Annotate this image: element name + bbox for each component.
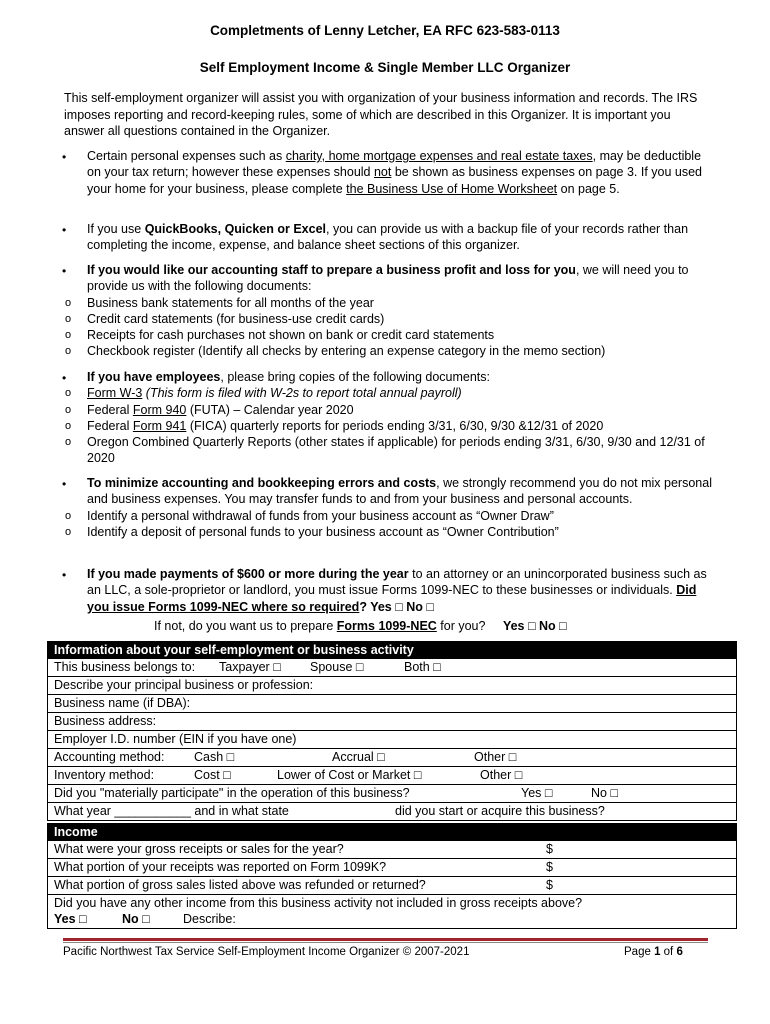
underlined-text: Forms 1099-NEC: [336, 619, 437, 633]
sub-item: [43, 402, 717, 418]
text: to an attorney or an unincorporated business such as an LLC, a sole-proprietor or landlord, you must issue Forms 1099-NEC to these businesses or individuals.: [87, 567, 707, 598]
yes-checkbox[interactable]: Yes □: [54, 912, 87, 926]
bold-text: QuickBooks, Quicken or Excel: [144, 222, 327, 236]
intro-paragraph: This self-employment organizer will assist you with organization of your business information and records. The IRS imposes reporting and record-keeping rules, some of which are described in this Organizer. It is important you answer all questions contained in the Organizer.: [64, 91, 698, 138]
text: be shown as business expenses on page 3. If you used your home for your business, please complete: [87, 165, 703, 196]
label: What portion of your receipts was reported on Form 1099K?: [54, 860, 387, 874]
yes-checkbox[interactable]: Yes □: [521, 786, 553, 800]
bullet-1099-payments: [87, 566, 717, 615]
bold-text: To minimize accounting and bookkeeping errors and costs: [87, 476, 437, 490]
label: What were your gross receipts or sales for the year?: [54, 842, 344, 856]
lower-cost-checkbox[interactable]: Lower of Cost or Market □: [277, 768, 422, 782]
dollar-sign: $: [546, 860, 553, 874]
spouse-checkbox[interactable]: Spouse □: [310, 660, 364, 674]
other-income-row: [48, 894, 736, 928]
text: If you use: [87, 222, 145, 236]
start-year-row: [48, 802, 736, 820]
bullet-icon: •: [62, 150, 67, 164]
year-state-field[interactable]: What year ___________ and in what state: [54, 804, 289, 818]
bullet-employees: [87, 369, 717, 467]
page-number: [624, 946, 683, 958]
text: for you?: [436, 619, 486, 633]
no-checkbox[interactable]: No □: [591, 786, 619, 800]
label: Employer I.D. number (EIN if you have one): [54, 732, 297, 746]
business-info-section: [47, 641, 737, 821]
label: What portion of gross sales listed above was refunded or returned?: [54, 878, 426, 892]
sub-item: o Receipts for cash purchases not shown on bank or credit card statements: [43, 327, 717, 343]
underlined-text: the Business Use of Home Worksheet: [346, 181, 558, 196]
accounting-method-row: [48, 748, 736, 766]
cost-checkbox[interactable]: Cost □: [194, 768, 231, 782]
footer-divider: [63, 942, 708, 943]
section-heading: Income: [48, 824, 736, 840]
label: Accounting method:: [54, 750, 165, 764]
business-name-field[interactable]: [48, 694, 736, 712]
bold-text: If you have employees: [87, 370, 221, 384]
sub-item: o Credit card statements (for business-use credit cards): [43, 311, 717, 327]
sub-item: [43, 418, 767, 434]
label: This business belongs to:: [54, 660, 196, 674]
yes-no-checkboxes[interactable]: ? Yes □ No □: [359, 599, 434, 614]
text: Page: [624, 946, 655, 958]
cash-checkbox[interactable]: Cash □: [194, 750, 235, 764]
footer-divider: [63, 938, 708, 941]
italic-text: (This form is filed with W-2s to report total annual payroll): [142, 386, 462, 401]
bold-text: If you would like our accounting staff to prepare a business profit and loss for you: [87, 263, 576, 277]
header-contact: Completments of Lenny Letcher, EA RFC 623-583-0113: [210, 23, 560, 38]
text: If not, do you want us to prepare: [154, 619, 337, 633]
text: (FUTA) – Calendar year 2020: [186, 402, 354, 417]
taxpayer-checkbox[interactable]: Taxpayer □: [219, 660, 281, 674]
underlined-text: Form W-3: [87, 386, 143, 401]
bullet-icon: •: [62, 223, 67, 237]
current-page: 1: [654, 946, 661, 958]
label: Business address:: [54, 714, 157, 728]
section-heading: Information about your self-employment or business activity: [48, 642, 736, 658]
text: of: [660, 946, 677, 958]
bullet-profit-loss: [87, 262, 717, 360]
text: , may be deductible on your tax return; however these expenses should: [87, 149, 702, 180]
other-checkbox[interactable]: Other □: [474, 750, 517, 764]
sub-item: o Identify a personal withdrawal of funds from your business account as “Owner Draw”: [43, 508, 717, 524]
bullet-icon: •: [62, 371, 67, 385]
text: , we will need you to provide us with the following documents:: [87, 263, 689, 294]
material-participation-row: [48, 784, 736, 802]
underlined-text: Form 940: [132, 402, 187, 417]
page-title: Self Employment Income & Single Member LLC Organizer: [199, 60, 571, 75]
yes-no-checkboxes[interactable]: Yes □ No □: [502, 619, 567, 633]
dollar-sign: $: [546, 878, 553, 892]
sub-item: o Checkbook register (Identify all checks by entering an expense category in the memo section): [43, 343, 767, 359]
text: , you can provide us with a backup file of your records rather than completing the income, expense, and balance sheet sections of this organizer.: [87, 222, 689, 253]
income-section: [47, 823, 737, 929]
bullet-personal-expenses: [87, 148, 717, 197]
label: Describe your principal business or profession:: [54, 678, 314, 692]
accrual-checkbox[interactable]: Accrual □: [332, 750, 385, 764]
business-address-field[interactable]: [48, 712, 736, 730]
sub-item: o Oregon Combined Quarterly Reports (other states if applicable) for periods ending 3/31, 6/30, 9/30 and 12/31 of 2020: [43, 434, 717, 467]
text: Federal: [87, 418, 133, 433]
sub-item: o Business bank statements for all months of the year: [43, 295, 717, 311]
no-checkbox[interactable]: No □: [122, 912, 150, 926]
text: (FICA) quarterly reports for periods ending 3/31, 6/30, 9/30 &12/31 of 2020: [186, 418, 604, 433]
footer-text: Pacific Northwest Tax Service Self-Employment Income Organizer © 2007-2021: [63, 946, 470, 958]
describe-field[interactable]: Describe:: [183, 912, 236, 926]
sub-item: o Identify a deposit of personal funds to your business account as “Owner Contribution”: [43, 524, 717, 540]
dollar-sign: $: [546, 842, 553, 856]
underlined-text: charity, home mortgage expenses and real estate taxes: [285, 149, 593, 163]
label: Business name (if DBA):: [54, 696, 191, 710]
business-owner-row: [48, 658, 736, 676]
label: Did you "materially participate" in the operation of this business?: [54, 786, 410, 800]
other-checkbox[interactable]: Other □: [480, 768, 523, 782]
label: Inventory method:: [54, 768, 155, 782]
label: Did you have any other income from this business activity not included in gross receipts above?: [54, 896, 583, 910]
bullet-minimize-errors: [87, 475, 717, 540]
text: , please bring copies of the following documents:: [220, 370, 490, 384]
form-1099k-row[interactable]: [48, 858, 736, 876]
underlined-text: Form 941: [132, 418, 187, 433]
text: Federal: [87, 402, 133, 417]
bullet-icon: •: [62, 568, 67, 582]
label: did you start or acquire this business?: [395, 804, 605, 818]
ein-field[interactable]: [48, 730, 736, 748]
total-pages: 6: [676, 946, 683, 958]
underlined-text: not: [373, 165, 392, 180]
refunds-row[interactable]: [48, 876, 736, 894]
text: on page 5.: [557, 181, 620, 196]
bullet-icon: •: [62, 264, 67, 278]
principal-business-field[interactable]: [48, 676, 736, 694]
text: , we strongly recommend you do not mix personal and business expenses. You may transfer funds to and from your business and personal accounts.: [87, 476, 712, 507]
gross-receipts-row[interactable]: [48, 840, 736, 858]
inventory-method-row: [48, 766, 736, 784]
text: Certain personal expenses such as: [87, 149, 286, 163]
question-1099: Did you issue Forms 1099-NEC where so required: [87, 583, 697, 614]
bullet-icon: •: [62, 477, 67, 491]
sub-item: [43, 385, 717, 401]
bold-text: If you made payments of $600 or more during the year: [87, 567, 409, 581]
both-checkbox[interactable]: Both □: [404, 660, 441, 674]
bullet-quickbooks: [87, 221, 717, 254]
question-prepare-1099: [154, 619, 567, 633]
